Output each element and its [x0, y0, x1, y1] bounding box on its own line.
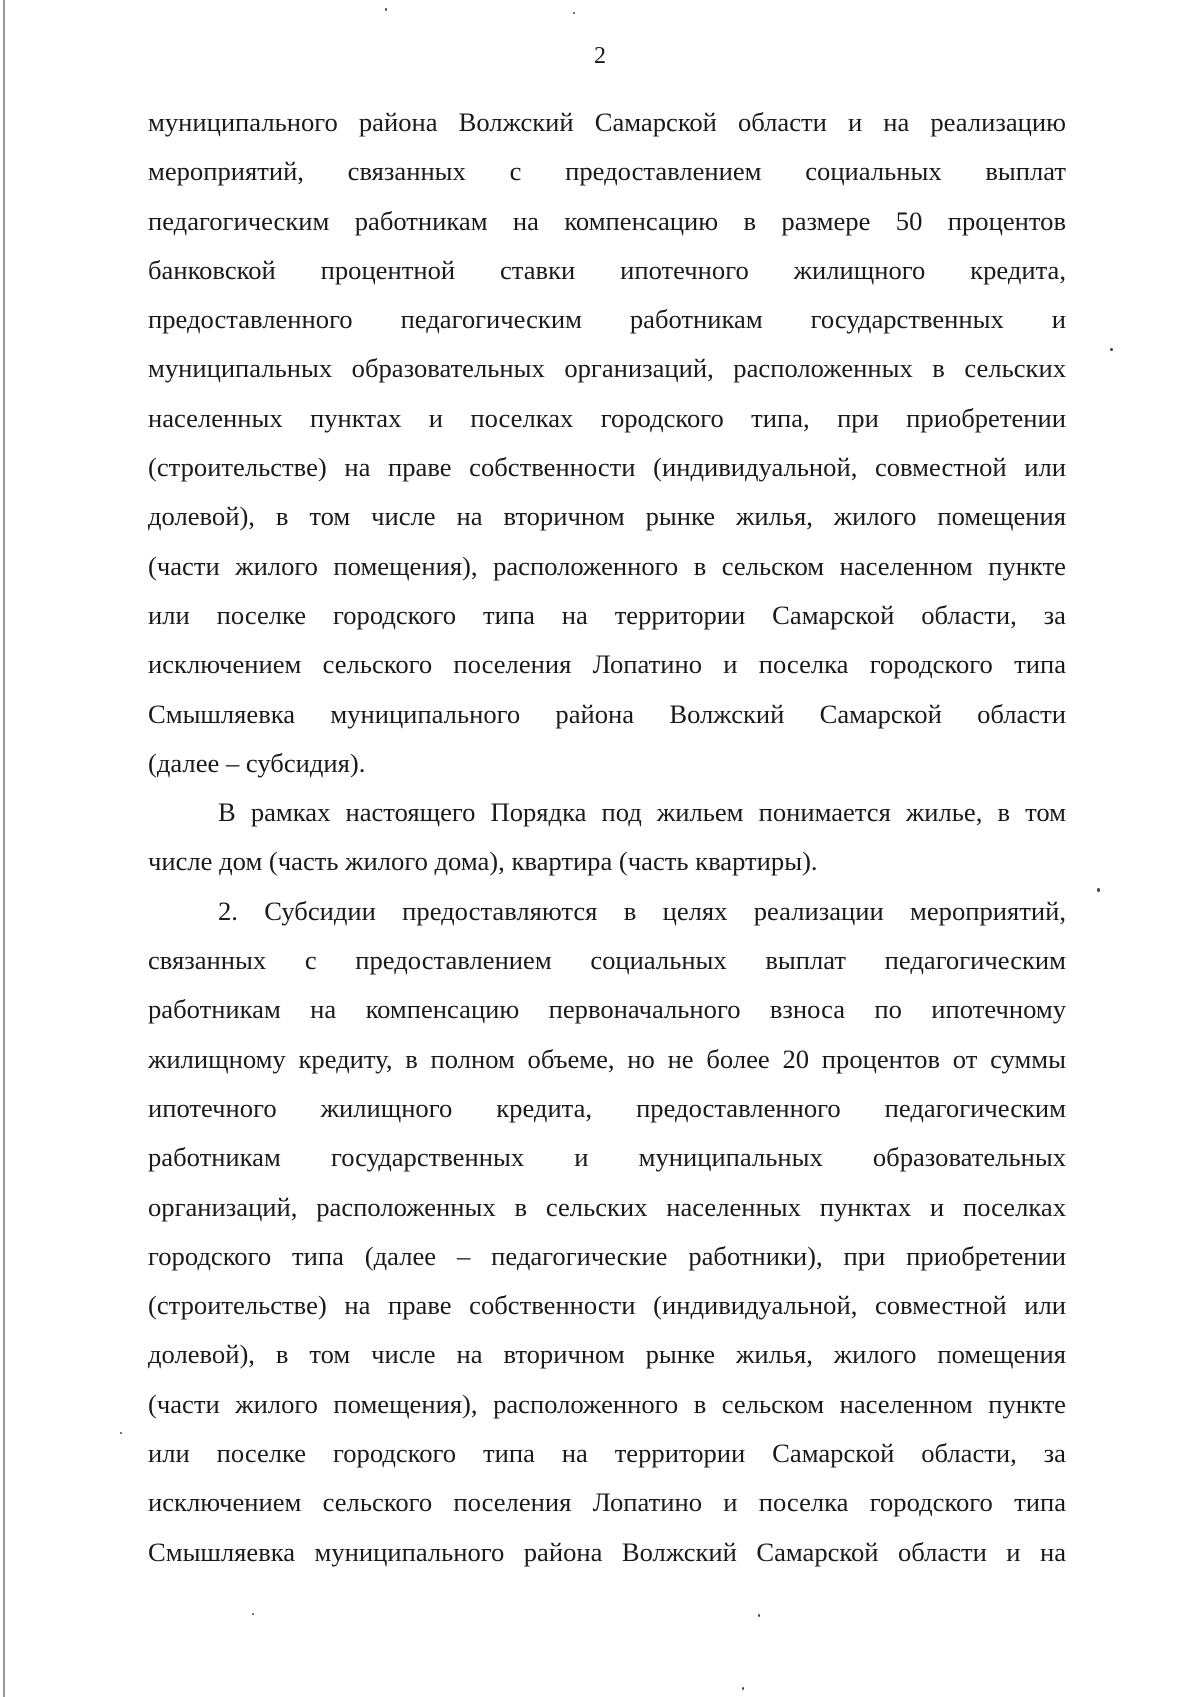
- text-line: связанных с предоставлением социальных выплат педагогическим: [148, 945, 1066, 976]
- text-line: предоставленного педагогическим работникам государственных и: [148, 304, 1066, 335]
- text-line: (части жилого помещения), расположенного в сельском населенном пункте: [148, 550, 1066, 581]
- document-body: [148, 98, 1066, 1577]
- text-line: исключением сельского поселения Лопатино и поселка городского типа: [148, 1487, 1066, 1518]
- text-line: работникам на компенсацию первоначального взноса по ипотечному: [148, 994, 1066, 1025]
- text-line: организаций, расположенных в сельских населенных пунктах и поселках: [148, 1191, 1066, 1222]
- text-line: или поселке городского типа на территории Самарской области, за: [148, 1438, 1066, 1469]
- page-number: 2: [594, 43, 606, 69]
- paragraph-first-line: В рамках настоящего Порядка под жильем понимается жилье, в том: [218, 797, 1066, 828]
- text-line: мероприятий, связанных с предоставлением социальных выплат: [148, 156, 1066, 187]
- text-line: Смышляевка муниципального района Волжский Самарской области и на: [148, 1536, 1066, 1567]
- text-line: (части жилого помещения), расположенного в сельском населенном пункте: [148, 1388, 1066, 1419]
- text-line: муниципального района Волжский Самарской области и на реализацию: [148, 107, 1066, 137]
- scan-speck: [120, 1432, 122, 1434]
- text-line: ипотечного жилищного кредита, предоставленного педагогическим: [148, 1092, 1066, 1123]
- scan-speck: [1110, 348, 1113, 351]
- text-line: муниципальных образовательных организаций, расположенных в сельских: [148, 353, 1066, 384]
- scan-speck: [252, 1613, 254, 1615]
- scan-speck: [573, 12, 575, 14]
- text-line: Смышляевка муниципального района Волжский Самарской области: [148, 698, 1066, 729]
- text-line: (строительстве) на праве собственности (индивидуальной, совместной или: [148, 452, 1066, 483]
- text-line: педагогическим работникам на компенсацию в размере 50 процентов: [148, 205, 1066, 236]
- text-line: долевой), в том числе на вторичном рынке жилья, жилого помещения: [148, 501, 1066, 532]
- scan-speck: [1097, 888, 1100, 892]
- scan-speck: [758, 1614, 760, 1617]
- text-line: долевой), в том числе на вторичном рынке жилья, жилого помещения: [148, 1339, 1066, 1370]
- text-line: числе дом (часть жилого дома), квартира (часть квартиры).: [148, 846, 818, 877]
- text-line: городского типа (далее – педагогические работники), при приобретении: [148, 1240, 1066, 1271]
- text-line: банковской процентной ставки ипотечного жилищного кредита,: [148, 254, 1066, 285]
- text-line: (строительстве) на праве собственности (индивидуальной, совместной или: [148, 1290, 1066, 1321]
- text-line: или поселке городского типа на территории Самарской области, за: [148, 599, 1066, 630]
- text-line: работникам государственных и муниципальных образовательных: [148, 1142, 1066, 1173]
- text-line: исключением сельского поселения Лопатино и поселка городского типа: [148, 649, 1066, 680]
- scan-edge-line: [3, 0, 5, 1697]
- scan-speck: [385, 8, 387, 11]
- text-line: (далее – субсидия).: [148, 747, 366, 778]
- text-line: населенных пунктах и поселках городского типа, при приобретении: [148, 402, 1066, 433]
- scan-speck: [742, 1687, 744, 1690]
- text-line: жилищному кредиту, в полном объеме, но не более 20 процентов от суммы: [148, 1043, 1066, 1074]
- paragraph-first-line: 2. Субсидии предоставляются в целях реализации мероприятий,: [218, 895, 1066, 926]
